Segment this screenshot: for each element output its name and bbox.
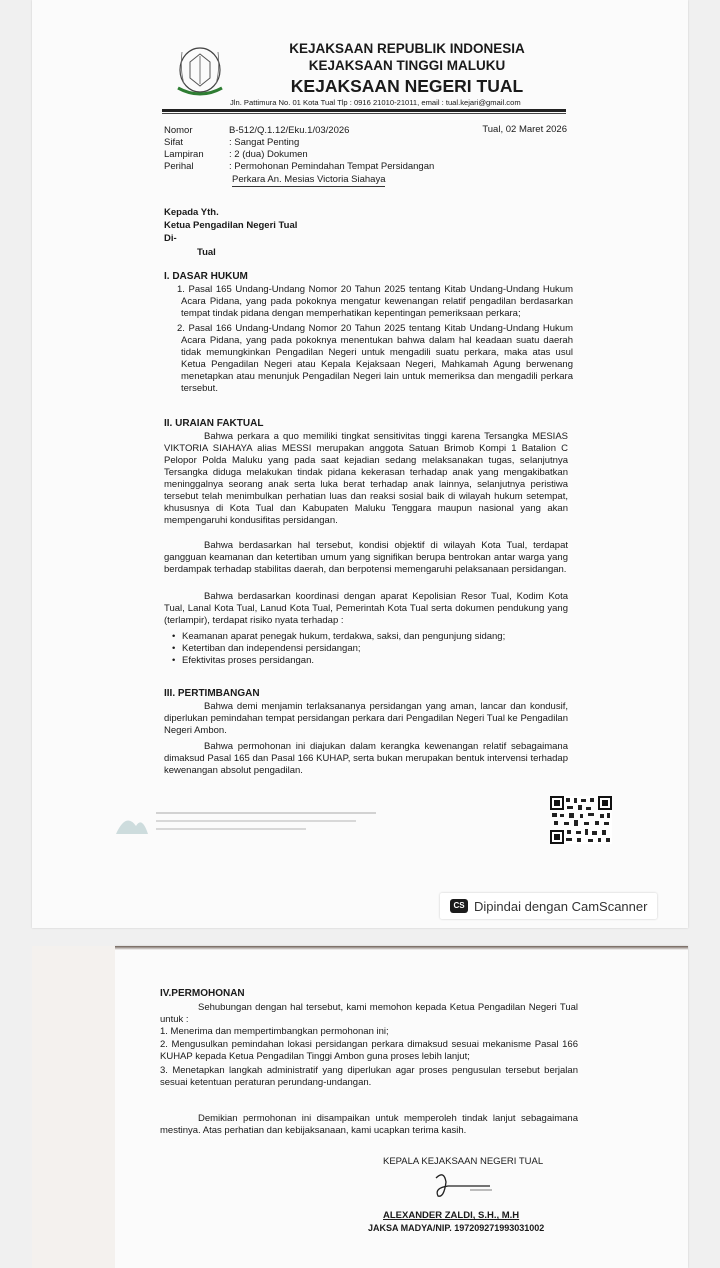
signatory-nip: JAKSA MADYA/NIP. 197209271993031002 <box>368 1223 545 1233</box>
camscanner-badge <box>440 893 657 919</box>
camscanner-icon: CS <box>450 899 468 913</box>
meta-lampiran-label: Lampiran <box>164 149 204 160</box>
meta-sifat-value: : Sangat Penting <box>229 137 300 148</box>
meta-perihal-value-1: : Permohonan Pemindahan Tempat Persidangan <box>229 161 435 172</box>
section-3-title: III. PERTIMBANGAN <box>164 688 260 699</box>
section-2-para-3: Bahwa berdasarkan koordinasi dengan aparat Kepolisian Resor Tual, Kodim Kota Tual, Lanal Kota Tual, Lanud Kota Tual, Pemerintah Kota Tual serta dokumen pendukung yang (terlampir), terdapat risiko nyata terhadap : <box>164 591 568 626</box>
digital-signature-footer <box>112 808 392 842</box>
section-1-title: I. DASAR HUKUM <box>164 271 248 282</box>
kejaksaan-emblem-logo <box>172 42 228 100</box>
section-4-title: IV.PERMOHONAN <box>160 988 245 999</box>
section-2-title: II. URAIAN FAKTUAL <box>164 418 264 429</box>
section-4-closing: Demikian permohonan ini disampaikan untuk memperoleh tindak lanjut sebagaimana mestinya. Atas perhatian dan kebijaksanaan, kami ucapkan terima kasih. <box>160 1113 578 1136</box>
section-2-para-2: Bahwa berdasarkan hal tersebut, kondisi objektif di wilayah Kota Tual, terdapat gangguan keamanan dan ketertiban umum yang signifikan berupa bentrokan antar warga yang berdampak terhadap stabilitas daerah, dan berpotensi memengaruhi pelaksanaan persidangan. <box>164 540 568 575</box>
recipient-line4: Tual <box>197 247 216 258</box>
photo-background-edge <box>32 946 115 1268</box>
page-top-shadow <box>115 946 688 950</box>
section-4-intro: Sehubungan dengan hal tersebut, kami memohon kepada Ketua Pengadilan Negeri Tual untuk : <box>160 1002 578 1025</box>
camscanner-label: Dipindai dengan CamScanner <box>474 898 648 914</box>
meta-nomor-value: B-512/Q.1.12/Eku.1/03/2026 <box>229 125 350 136</box>
section-4-item-1: 1. Menerima dan mempertimbangkan permohonan ini; <box>160 1026 389 1037</box>
section-3-para-2: Bahwa permohonan ini diajukan dalam kerangka kewenangan relatif sebagaimana dimaksud Pasal 165 dan Pasal 166 KUHAP, serta bukan merupakan bentuk intervensi terhadap kewenangan absolut pengadilan. <box>164 741 568 776</box>
letter-date: Tual, 02 Maret 2026 <box>482 124 567 135</box>
bullet-item: • Ketertiban dan independensi persidangan; <box>172 643 361 654</box>
meta-nomor-label: Nomor <box>164 125 193 136</box>
section-2-para-1: Bahwa perkara a quo memiliki tingkat sensitivitas tinggi karena Tersangka MESIAS VIKTORIA SIAHAYA alias MESSI merupakan anggota Satuan Brimob Kompi 1 Batalion C Pelopor Polda Maluku yang pada saat kejadian sedang melaksanakan tugas, selanjutnya Tersangka diduga melakukan tindak pidana kekerasan terhadap anak yang mengakibatkan meninggalnya seorang anak serta luka berat terhadap anak lainnya, selanjutnya peristiwa tersebut telah menimbulkan perhatian luas dan reaksi sosial baik di wilayah hukum setempat, khususnya di Kota Tual dan Kabupaten Maluku Tenggara maupun nasional yang akan mempengaruhi kondusifitas persidangan. <box>164 431 568 526</box>
letterhead-divider <box>162 109 566 112</box>
meta-perihal-label: Perihal <box>164 161 194 172</box>
qr-code <box>550 796 612 844</box>
section-3-para-1: Bahwa demi menjamin terlaksananya persidangan yang aman, lancar dan kondusif, diperlukan pemindahan tempat persidangan perkara dari Pengadilan Negeri Tual ke Pengadilan Negeri Ambon. <box>164 701 568 736</box>
section-4-item-3: 3. Menetapkan langkah administratif yang diperlukan agar proses pengusulan tersebut berjalan sesuai ketentuan peraturan perundang-undangan. <box>160 1065 578 1088</box>
document-page-2 <box>115 946 688 1268</box>
recipient-line1: Kepada Yth. <box>164 207 219 218</box>
document-page-1 <box>32 0 688 928</box>
letterhead-line3: KEJAKSAAN NEGERI TUAL <box>290 76 524 96</box>
letterhead-line1: KEJAKSAAN REPUBLIK INDONESIA <box>289 41 525 56</box>
meta-lampiran-value: : 2 (dua) Dokumen <box>229 149 308 160</box>
letterhead-divider-thin <box>162 113 566 114</box>
section-1-item-1: 1. Pasal 165 Undang-Undang Nomor 20 Tahun 2025 tentang Kitab Undang-Undang Hukum Acara Pidana, yang pada pokoknya mengatur kewenangan relatif pengadilan berdasarkan tempat tindak pidana dengan memperhatikan kepentingan pemeriksaan perkara; <box>177 284 573 319</box>
meta-perihal-value-2: Perkara An. Mesias Victoria Siahaya <box>232 174 386 185</box>
signature-title: KEPALA KEJAKSAAN NEGERI TUAL <box>383 1156 544 1167</box>
bsre-logo <box>112 808 152 838</box>
signatory-name: ALEXANDER ZALDI, S.H., M.H <box>383 1210 520 1221</box>
meta-sifat-label: Sifat <box>164 137 184 148</box>
section-2-bullets <box>172 631 568 667</box>
letterhead-line2: KEJAKSAAN TINGGI MALUKU <box>308 58 506 73</box>
bullet-item: • Keamanan aparat penegak hukum, terdakwa, saksi, dan pengunjung sidang; <box>172 631 506 642</box>
bullet-item: • Efektivitas proses persidangan. <box>172 655 315 666</box>
recipient-line3: Di- <box>164 233 177 244</box>
letterhead-address: Jln. Pattimura No. 01 Kota Tual Tlp : 0916 21010-21011, email : tual.kejari@gmail.com <box>230 98 521 107</box>
section-4-item-2: 2. Mengusulkan pemindahan lokasi persidangan perkara dimaksud sesuai mekanisme Pasal 166 KUHAP kepada Ketua Pengadilan Tinggi Ambon guna proses lebih lanjut; <box>160 1039 578 1062</box>
handwritten-signature <box>430 1168 510 1206</box>
recipient-line2: Ketua Pengadilan Negeri Tual <box>164 220 298 231</box>
section-1-item-2: 2. Pasal 166 Undang-Undang Nomor 20 Tahun 2025 tentang Kitab Undang-Undang Hukum Acara Pidana, yang pada pokoknya menentukan bahwa dalam hal keadaan suatu daerah tidak memungkinkan Pengadilan Negeri untuk mengadili suatu perkara, maka atas usul Ketua Pengadilan Negeri atau Kepala Kejaksaan Negeri, Mahkamah Agung berwenang menetapkan atau menunjuk Pengadilan Negeri lain untuk memeriksa dan mengadili perkara tersebut. <box>177 323 573 394</box>
